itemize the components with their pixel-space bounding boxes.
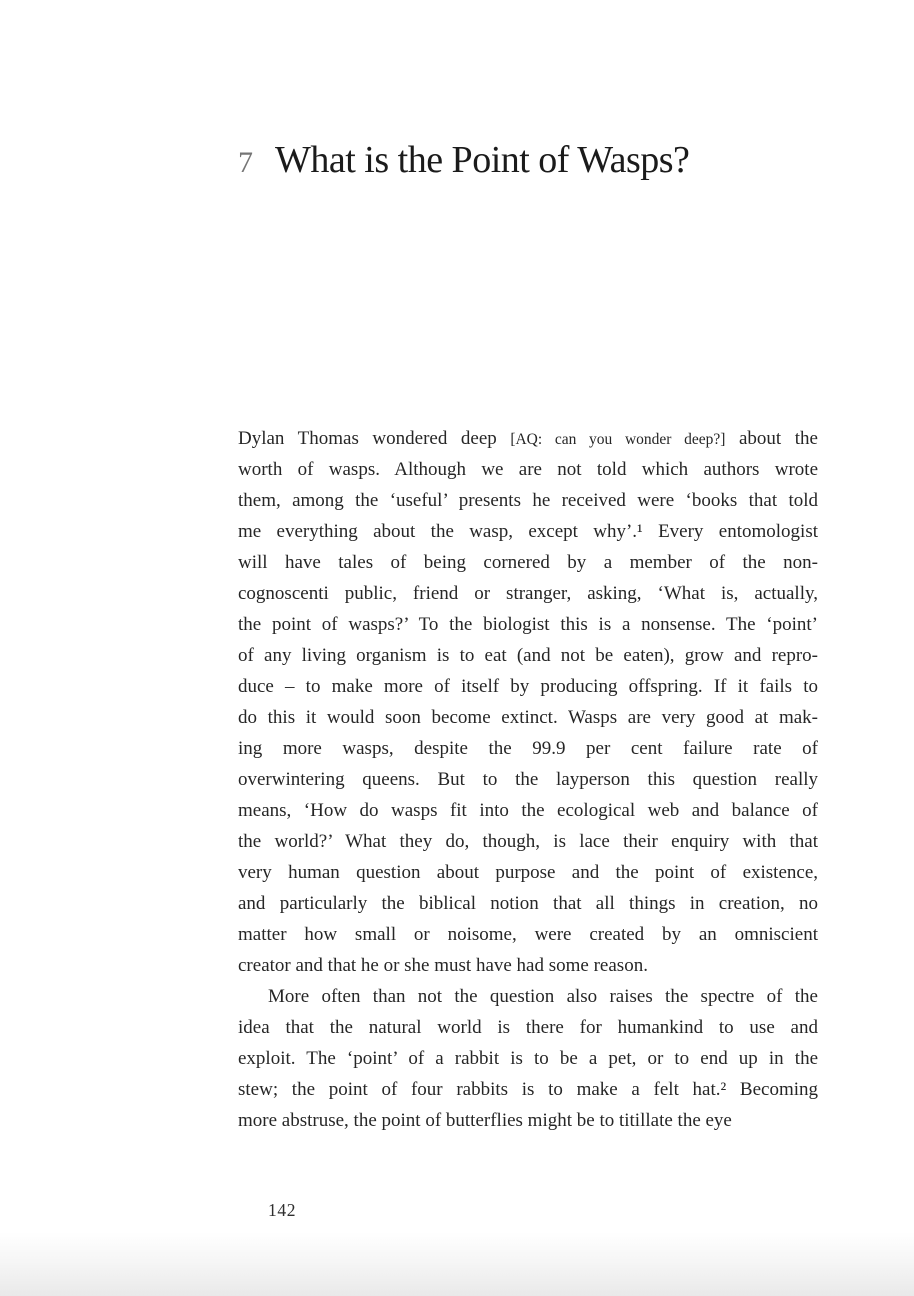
text-line: idea that the natural world is there for humankind to use and [238,1017,818,1038]
text-line: means, ‘How do wasps fit into the ecological web and balance of [238,800,818,821]
page-number: 142 [268,1200,297,1220]
text-line: worth of wasps. Although we are not told which authors wrote [238,459,818,480]
text-line: cognoscenti public, friend or stranger, asking, ‘What is, actually, [238,583,818,604]
author-query-note: [AQ: can you wonder deep?] [510,431,726,448]
chapter-heading [238,138,689,182]
text-line: exploit. The ‘point’ of a rabbit is to be a pet, or to end up in the [238,1048,818,1069]
chapter-title: What is the Point of Wasps? [275,139,690,181]
chapter-number: 7 [238,146,253,179]
text-line: very human question about purpose and the point of existence, [238,862,818,883]
body-text [238,423,818,1136]
text-line: do this it would soon become extinct. Wasps are very good at mak- [238,707,818,728]
text-line: of any living organism is to eat (and not be eaten), grow and repro- [238,645,818,666]
text-line: ing more wasps, despite the 99.9 per cent failure rate of [238,738,818,759]
text-line: matter how small or noisome, were created by an omniscient [238,924,818,945]
text-line: creator and that he or she must have had some reason. [238,955,648,976]
text-line: more abstruse, the point of butterflies might be to titillate the eye [238,1110,732,1131]
text-line: and particularly the biblical notion that all things in creation, no [238,893,818,914]
text-line: them, among the ‘useful’ presents he received were ‘books that told [238,490,818,511]
page-bottom-shadow [0,1232,914,1296]
text-line: stew; the point of four rabbits is to make a felt hat.² Becoming [238,1079,818,1100]
text-line: Dylan Thomas wondered deep [AQ: can you wonder deep?] about the [238,428,818,449]
text-line: will have tales of being cornered by a member of the non- [238,552,818,573]
text-line: the point of wasps?’ To the biologist this is a nonsense. The ‘point’ [238,614,818,635]
text-line: me everything about the wasp, except why’.¹ Every entomologist [238,521,818,542]
text-line: More often than not the question also raises the spectre of the [268,986,818,1007]
text-line: overwintering queens. But to the layperson this question really [238,769,818,790]
text-line: the world?’ What they do, though, is lace their enquiry with that [238,831,818,852]
text-line: duce – to make more of itself by producing offspring. If it fails to [238,676,818,697]
